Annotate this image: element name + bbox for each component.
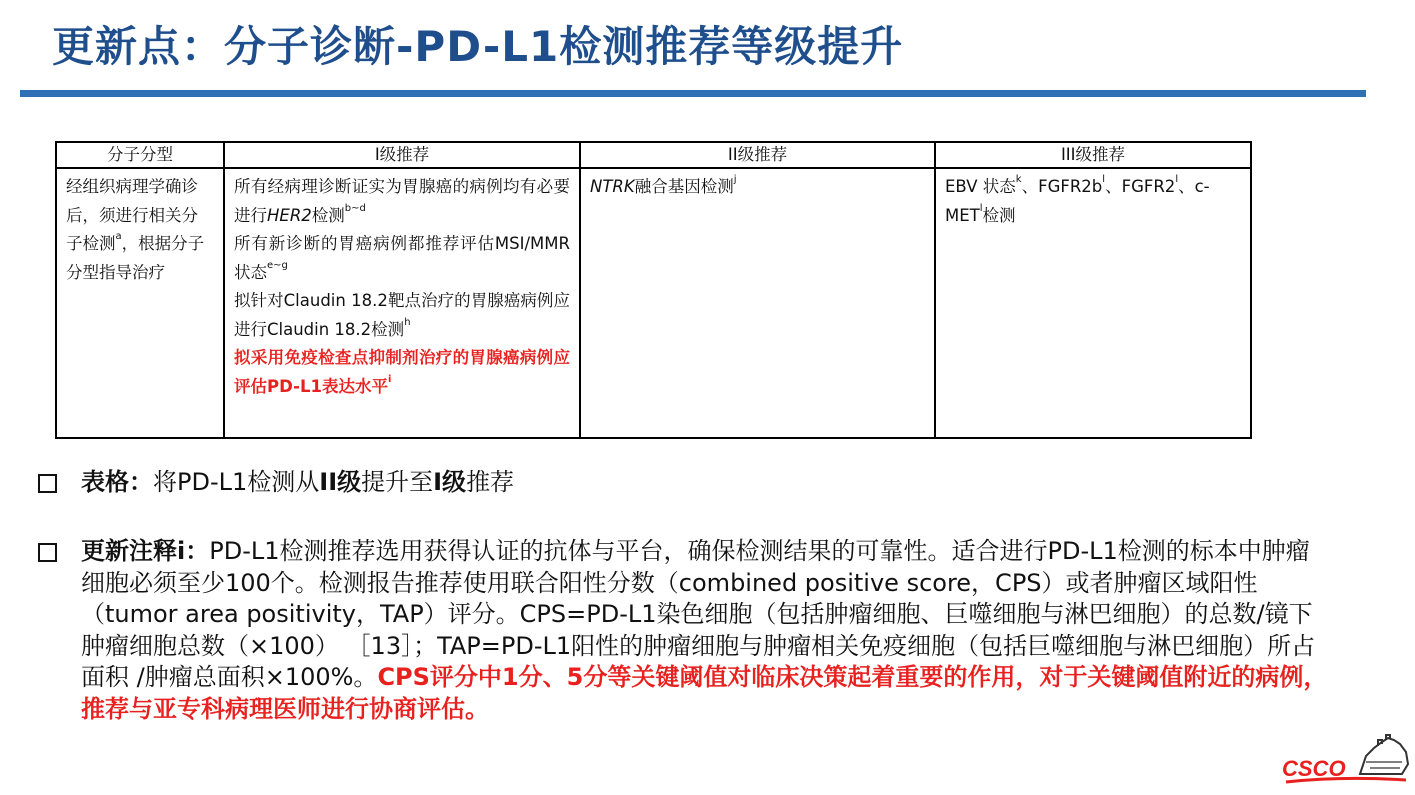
cell-text: ，根据分子分型指导治疗 (66, 234, 205, 282)
csco-logo (1282, 734, 1410, 790)
bullet-highlight-text: CPS评分中1分、5分等关键阈值对临床决策起着重要的作用，对于关键阈值附近的病例，推荐与亚专科病理医师进行协商评估。 (81, 663, 1328, 723)
bullet-text: 推荐 (466, 468, 515, 496)
rec-msi (234, 230, 570, 287)
table-row (56, 168, 1251, 438)
rec-text: 、FGFR2b (1021, 177, 1103, 196)
rec-text: 检测 (982, 205, 1016, 225)
bullet-label: 更新注释i： (81, 537, 210, 565)
checkbox-bullet-icon (38, 543, 57, 562)
rec-pdl1-highlight (234, 344, 570, 401)
gene-name: NTRK (590, 177, 635, 196)
rec-text: 、c-MET (945, 177, 1210, 225)
cell-level-3 (935, 168, 1251, 438)
page-title: 更新点：分子诊断-PD-L1检测推荐等级提升 (52, 22, 904, 71)
rec-text: 融合基因检测 (634, 177, 734, 196)
rec-text: EBV 状态 (945, 177, 1016, 196)
footnote-marker: i (387, 373, 392, 385)
rec-text: 、FGFR2 (1105, 177, 1176, 196)
footnote-marker: b~d (344, 202, 366, 214)
bullet-text: II级 (319, 468, 362, 496)
footnote-marker: k (1015, 174, 1022, 185)
rec-text: 所有经病理诊断证实为胃腺癌的病例均有必要进行 (234, 177, 570, 225)
cell-text: 经组织病理学确诊后，须进行相关分子检测 (66, 177, 198, 253)
checkbox-bullet-icon (38, 474, 57, 493)
footnote-marker: l (1102, 174, 1106, 185)
bullet-text: 提升至 (361, 468, 434, 496)
logo-text: CSCO (1282, 756, 1346, 781)
rec-text: 所有新诊断的胃癌病例都推荐评估MSI/MMR状态 (234, 234, 570, 282)
rec-her2 (234, 173, 570, 230)
table-header-row (56, 142, 1251, 168)
header-level-3: III级推荐 (935, 142, 1251, 168)
bullet-annotation (38, 536, 1328, 725)
cell-molecular-type (56, 168, 224, 438)
footnote-marker: l (979, 202, 983, 214)
bullet-table-change (38, 467, 638, 499)
bullet-text: PD-L1检测推荐选用获得认证的抗体与平台，确保检测结果的可靠性。适合进行PD-L1检测的标本中肿瘤细胞必须至少100个。检测报告推荐使用联合阳性分数（combined positive score，CPS）或者肿瘤区域阳性（tumor area positivity，TAP）评分。CPS=PD-L1染色细胞（包括肿瘤细胞、巨噬细胞与淋巴细胞）的总数/镜下肿瘤细胞总数（×100） ［13］；TAP=PD-L1阳性的肿瘤细胞与肿瘤相关免疫细胞（包括巨噬细胞与淋巴细胞）所占面积 /肿瘤总面积×100%。 (81, 537, 1316, 691)
bullet-text: I级 (433, 468, 467, 496)
footnote-marker: a (115, 231, 122, 242)
title-divider (20, 90, 1366, 97)
rec-text: 拟采用免疫检查点抑制剂治疗的胃腺癌病例应评估PD-L1表达水平 (234, 348, 570, 396)
bullet-label: 表格： (81, 468, 153, 496)
footnote-marker: e~g (267, 259, 288, 271)
header-level-2: II级推荐 (580, 142, 935, 168)
footnote-marker: j (733, 174, 737, 185)
recommendation-table (55, 141, 1252, 439)
header-level-1: I级推荐 (224, 142, 580, 168)
bullet-text: 将PD-L1检测从 (153, 468, 320, 496)
bullet-content (81, 536, 1328, 725)
rec-text: 检测 (311, 205, 345, 225)
bullet-content (81, 467, 638, 499)
cell-level-1 (224, 168, 580, 438)
cell-level-2 (580, 168, 935, 438)
rec-claudin (234, 287, 570, 344)
footnote-marker: h (404, 316, 411, 328)
header-molecular-type: 分子分型 (56, 142, 224, 168)
gene-name: HER2 (267, 205, 312, 225)
rec-text: 拟针对Claudin 18.2靶点治疗的胃腺癌病例应进行Claudin 18.2检测 (234, 291, 570, 339)
footnote-marker: l (1175, 174, 1179, 185)
